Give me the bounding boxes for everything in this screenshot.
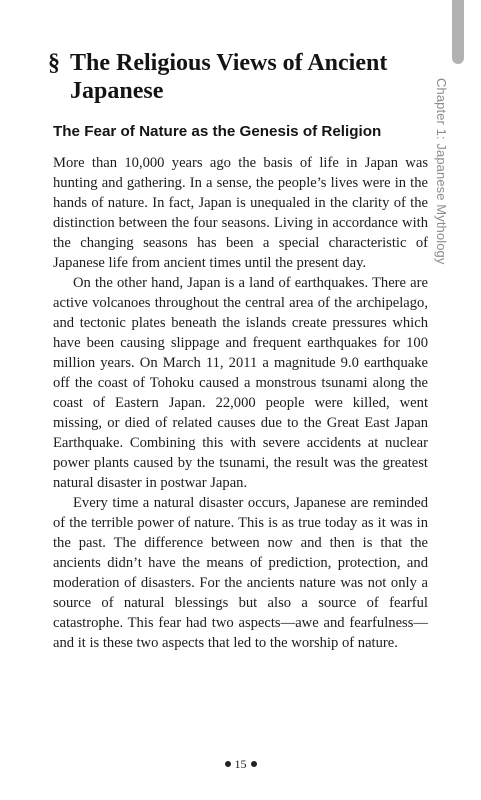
section-title-line2: Japanese	[70, 78, 164, 104]
section-symbol: §	[48, 50, 60, 76]
paragraph-3: Every time a natural disaster occurs, Japanese are reminded of the terrible power of nature. This is as true today as it was in the past. The difference between now and then is that the ancients didn’t have the means of prediction, protection, and moderation of disasters. For the ancients nature was not only a source of natural blessings but also a source of fearful catastrophe. This fear had two aspects—awe and fearfulness—and it is these two aspects that led to the worship of nature.	[53, 495, 428, 651]
section-title-line1: The Religious Views of Ancient	[70, 50, 388, 76]
footer-dot-right	[251, 761, 257, 767]
footer-dot-left	[225, 761, 231, 767]
chapter-tab-marker	[452, 0, 464, 64]
section-title	[48, 49, 413, 105]
paragraph-2: On the other hand, Japan is a land of earthquakes. There are active volcanoes throughout the central area of the archipelago, and tectonic plates beneath the islands create pressures which have been causing slippage and frequent earthquakes for 100 million years. On March 11, 2011 a magnitude 9.0 earthquake off the coast of Tohoku caused a monstrous tsunami along the coast of Eastern Japan. 22,000 people were killed, went missing, or died of related causes due to the Great East Japan Earthquake. Combining this with severe accidents at nuclear power plants caused by the tsunami, the result was the greatest natural disaster in postwar Japan.	[53, 275, 428, 491]
page-footer	[0, 756, 481, 772]
subsection-heading: The Fear of Nature as the Genesis of Religion	[53, 123, 382, 140]
chapter-side-label	[427, 78, 449, 274]
chapter-label-text: Chapter 1: Japanese Mythology	[434, 78, 449, 265]
body-text	[53, 153, 428, 653]
paragraph-1: More than 10,000 years ago the basis of life in Japan was hunting and gathering. In a sense, the people’s lives were in the hands of nature. In fact, Japan is unequaled in the clarity of the distinction between the four seasons. Living in accordance with the changing seasons has been a special characteristic of Japanese life from ancient times until the present day.	[53, 155, 428, 271]
page-number: 15	[234, 756, 247, 771]
